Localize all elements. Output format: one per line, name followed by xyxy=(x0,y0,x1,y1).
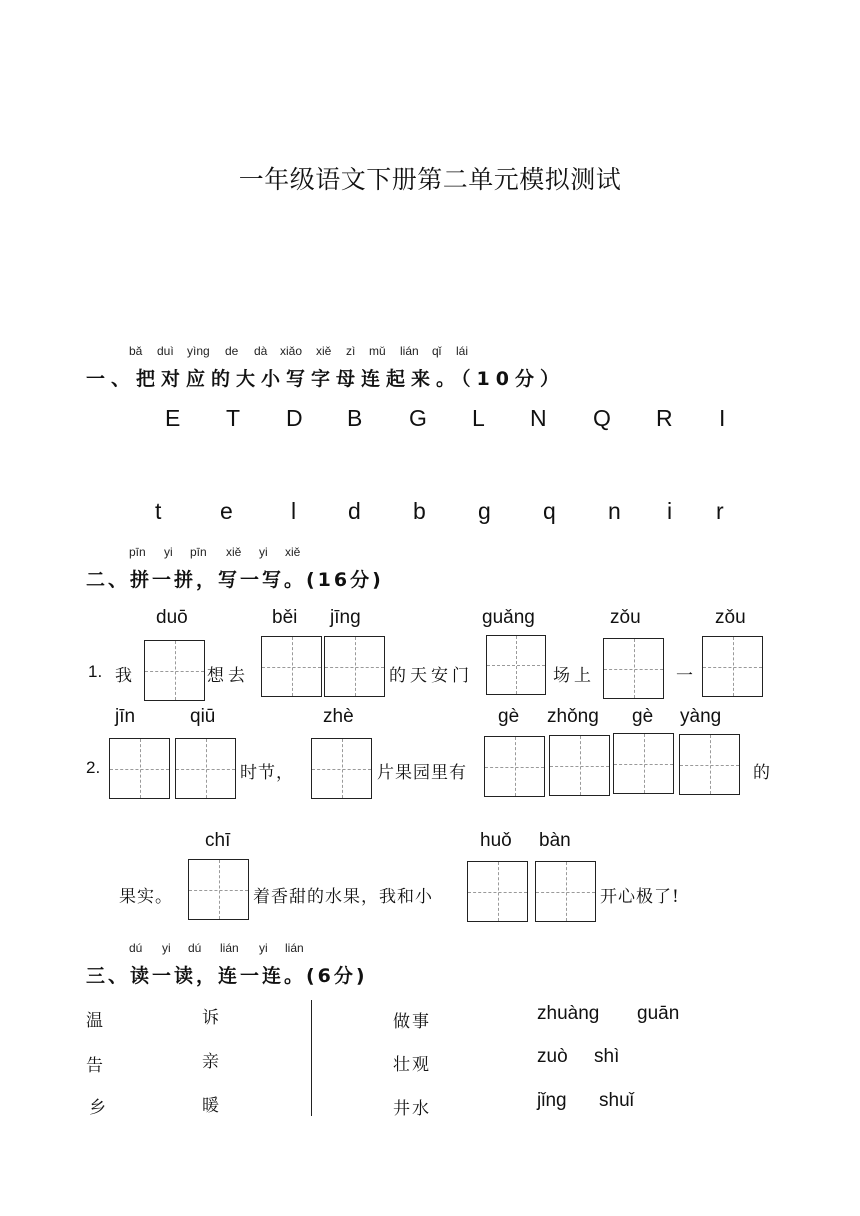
pinyin: xiǎo xyxy=(280,344,303,358)
sentence-text: 着香甜的水果，我和小 xyxy=(253,887,433,907)
lowercase-letter[interactable]: d xyxy=(348,498,361,524)
pinyin: lián xyxy=(285,941,304,955)
sentence-text: 时节， xyxy=(240,763,294,783)
pinyin: pīn xyxy=(129,545,146,559)
pinyin: lián xyxy=(400,344,419,358)
match-pinyin[interactable]: zhuàng xyxy=(537,1003,600,1024)
section-1-heading: 一、把对应的大小写字母连起来。（10分） xyxy=(86,368,565,390)
match-pinyin[interactable]: shì xyxy=(594,1046,620,1067)
match-word[interactable]: 壮观 xyxy=(393,1055,431,1075)
question-number: 2. xyxy=(86,758,101,777)
pinyin: zhǒng xyxy=(547,706,599,727)
pinyin: xiě xyxy=(316,344,332,358)
section-3-heading: 三、读一读，连一连。(6分) xyxy=(86,965,368,987)
match-char[interactable]: 亲 xyxy=(202,1052,223,1072)
lowercase-letter[interactable]: n xyxy=(608,498,621,524)
pinyin: yi xyxy=(259,941,268,955)
pinyin: mǔ xyxy=(369,344,386,358)
lowercase-letter[interactable]: l xyxy=(291,498,297,524)
writing-box[interactable] xyxy=(261,636,322,697)
match-pinyin[interactable]: jǐng xyxy=(537,1090,567,1111)
writing-box[interactable] xyxy=(702,636,763,697)
lowercase-letter[interactable]: g xyxy=(478,498,491,524)
lowercase-letter[interactable]: i xyxy=(667,498,673,524)
pinyin: xiě xyxy=(285,545,301,559)
pinyin: zǒu xyxy=(715,607,746,628)
pinyin: yàng xyxy=(680,706,722,727)
match-char[interactable]: 暖 xyxy=(202,1096,223,1116)
writing-box[interactable] xyxy=(324,636,385,697)
uppercase-letter[interactable]: D xyxy=(286,405,303,431)
pinyin: jīng xyxy=(330,607,361,628)
match-char[interactable]: 温 xyxy=(86,1011,107,1031)
writing-box[interactable] xyxy=(679,734,740,795)
match-char[interactable]: 诉 xyxy=(202,1008,223,1028)
pinyin: zhè xyxy=(323,706,354,727)
uppercase-letter[interactable]: B xyxy=(347,405,363,431)
pinyin: yìng xyxy=(187,344,210,358)
writing-box[interactable] xyxy=(467,861,528,922)
uppercase-letter[interactable]: T xyxy=(226,405,241,431)
pinyin: huǒ xyxy=(480,830,512,851)
pinyin: yi xyxy=(259,545,268,559)
uppercase-letter[interactable]: E xyxy=(165,405,181,431)
pinyin: dú xyxy=(129,941,143,955)
pinyin: chī xyxy=(205,830,231,851)
pinyin: bǎ xyxy=(129,344,143,358)
pinyin: bàn xyxy=(539,830,571,851)
page-title: 一年级语文下册第二单元模拟测试 xyxy=(238,165,622,194)
sentence-text: 场上 xyxy=(553,666,595,686)
sentence-text: 我 xyxy=(115,666,136,686)
uppercase-letter[interactable]: G xyxy=(409,405,427,431)
sentence-text: 一 xyxy=(676,666,697,686)
pinyin: yi xyxy=(162,941,171,955)
pinyin: qǐ xyxy=(432,344,442,358)
sentence-text: 的天安门 xyxy=(389,666,473,686)
uppercase-letter[interactable]: L xyxy=(472,405,485,431)
column-divider xyxy=(311,1000,312,1116)
match-char[interactable]: 告 xyxy=(86,1056,107,1076)
uppercase-letter[interactable]: Q xyxy=(593,405,611,431)
pinyin: jīn xyxy=(115,706,136,727)
writing-box[interactable] xyxy=(175,738,236,799)
lowercase-letter[interactable]: r xyxy=(716,498,724,524)
pinyin: zì xyxy=(346,344,356,358)
sentence-text: 开心极了! xyxy=(600,887,680,907)
match-word[interactable]: 做事 xyxy=(393,1012,431,1032)
question-number: 1. xyxy=(88,662,103,681)
pinyin: xiě xyxy=(226,545,242,559)
match-word[interactable]: 井水 xyxy=(393,1099,431,1119)
pinyin: zǒu xyxy=(610,607,641,628)
writing-box[interactable] xyxy=(144,640,205,701)
writing-box[interactable] xyxy=(549,735,610,796)
pinyin: dú xyxy=(188,941,202,955)
lowercase-letter[interactable]: b xyxy=(413,498,426,524)
match-char[interactable]: 乡 xyxy=(89,1098,110,1118)
match-pinyin[interactable]: shuǐ xyxy=(599,1090,634,1111)
match-pinyin[interactable]: guān xyxy=(637,1003,680,1024)
sentence-text: 片果园里有 xyxy=(377,763,467,783)
pinyin: lái xyxy=(456,344,469,358)
sentence-text: 想去 xyxy=(207,666,249,686)
pinyin: lián xyxy=(220,941,239,955)
writing-box[interactable] xyxy=(603,638,664,699)
uppercase-letter[interactable]: I xyxy=(719,405,726,431)
pinyin: dà xyxy=(254,344,268,358)
pinyin: de xyxy=(225,344,239,358)
match-pinyin[interactable]: zuò xyxy=(537,1046,568,1067)
pinyin: duì xyxy=(157,344,174,358)
writing-box[interactable] xyxy=(535,861,596,922)
uppercase-letter[interactable]: N xyxy=(530,405,547,431)
pinyin: yi xyxy=(164,545,173,559)
lowercase-letter[interactable]: t xyxy=(155,498,162,524)
uppercase-letter[interactable]: R xyxy=(656,405,673,431)
section-2-heading: 二、拼一拼，写一写。(16分) xyxy=(86,569,384,591)
lowercase-letter[interactable]: q xyxy=(543,498,556,524)
pinyin: gè xyxy=(632,706,654,727)
pinyin: běi xyxy=(272,607,298,628)
sentence-text: 的 xyxy=(753,763,774,783)
pinyin: gè xyxy=(498,706,520,727)
pinyin: qiū xyxy=(190,706,216,727)
pinyin: guǎng xyxy=(482,607,535,628)
writing-box[interactable] xyxy=(188,859,249,920)
sentence-text: 果实。 xyxy=(119,887,173,907)
writing-box[interactable] xyxy=(109,738,170,799)
writing-box[interactable] xyxy=(484,736,545,797)
pinyin: pīn xyxy=(190,545,207,559)
writing-box[interactable] xyxy=(613,733,674,794)
writing-box[interactable] xyxy=(311,738,372,799)
pinyin: duō xyxy=(156,607,188,628)
lowercase-letter[interactable]: e xyxy=(220,498,233,524)
writing-box[interactable] xyxy=(486,635,546,695)
